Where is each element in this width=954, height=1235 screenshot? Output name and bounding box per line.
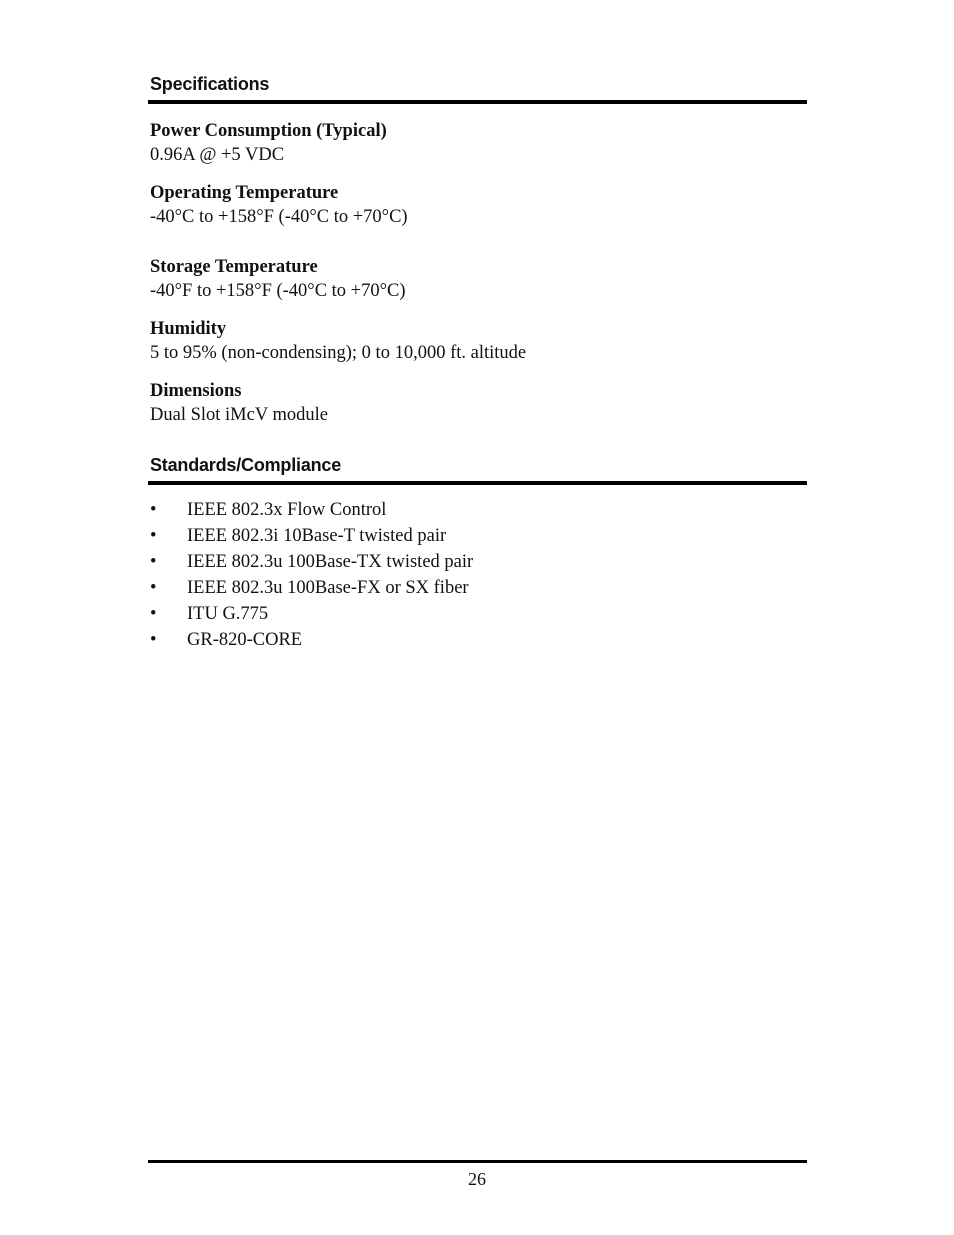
list-item-text: IEEE 802.3u 100Base-TX twisted pair [187,552,474,572]
spec-label: Operating Temperature [150,183,339,203]
spec-power-consumption [150,119,387,167]
standards-rule [148,481,807,485]
spec-value: 0.96A @ +5 VDC [150,145,285,165]
bullet-icon: • [150,552,157,572]
list-item-text: IEEE 802.3x Flow Control [187,500,387,520]
standards-heading: Standards/Compliance [150,455,342,475]
spec-storage-temperature [150,255,406,303]
spec-value: Dual Slot iMcV module [150,405,328,425]
bullet-icon: • [150,630,157,650]
specifications-rule [148,100,807,104]
bullet-icon: • [150,604,157,624]
list-item-text: ITU G.775 [187,604,269,624]
bullet-icon: • [150,578,157,598]
list-item-text: IEEE 802.3i 10Base-T twisted pair [187,526,447,546]
footer-rule [148,1160,807,1163]
spec-value: -40°C to +158°F (-40°C to +70°C) [150,207,408,227]
spec-value: -40°F to +158°F (-40°C to +70°C) [150,281,406,301]
spec-label: Storage Temperature [150,257,318,277]
list-item-text: IEEE 802.3u 100Base-FX or SX fiber [187,578,469,598]
spec-value: 5 to 95% (non-condensing); 0 to 10,000 ft. altitude [150,343,527,363]
spec-operating-temperature [150,181,408,229]
specifications-heading: Specifications [150,74,270,94]
spec-label: Humidity [150,319,227,339]
spec-label: Dimensions [150,381,242,401]
page-number: 26 [468,1169,486,1189]
list-item-text: GR-820-CORE [187,630,303,650]
bullet-icon: • [150,526,157,546]
bullet-icon: • [150,500,157,520]
spec-humidity [150,317,526,365]
spec-label: Power Consumption (Typical) [150,121,387,141]
spec-dimensions [150,379,328,427]
